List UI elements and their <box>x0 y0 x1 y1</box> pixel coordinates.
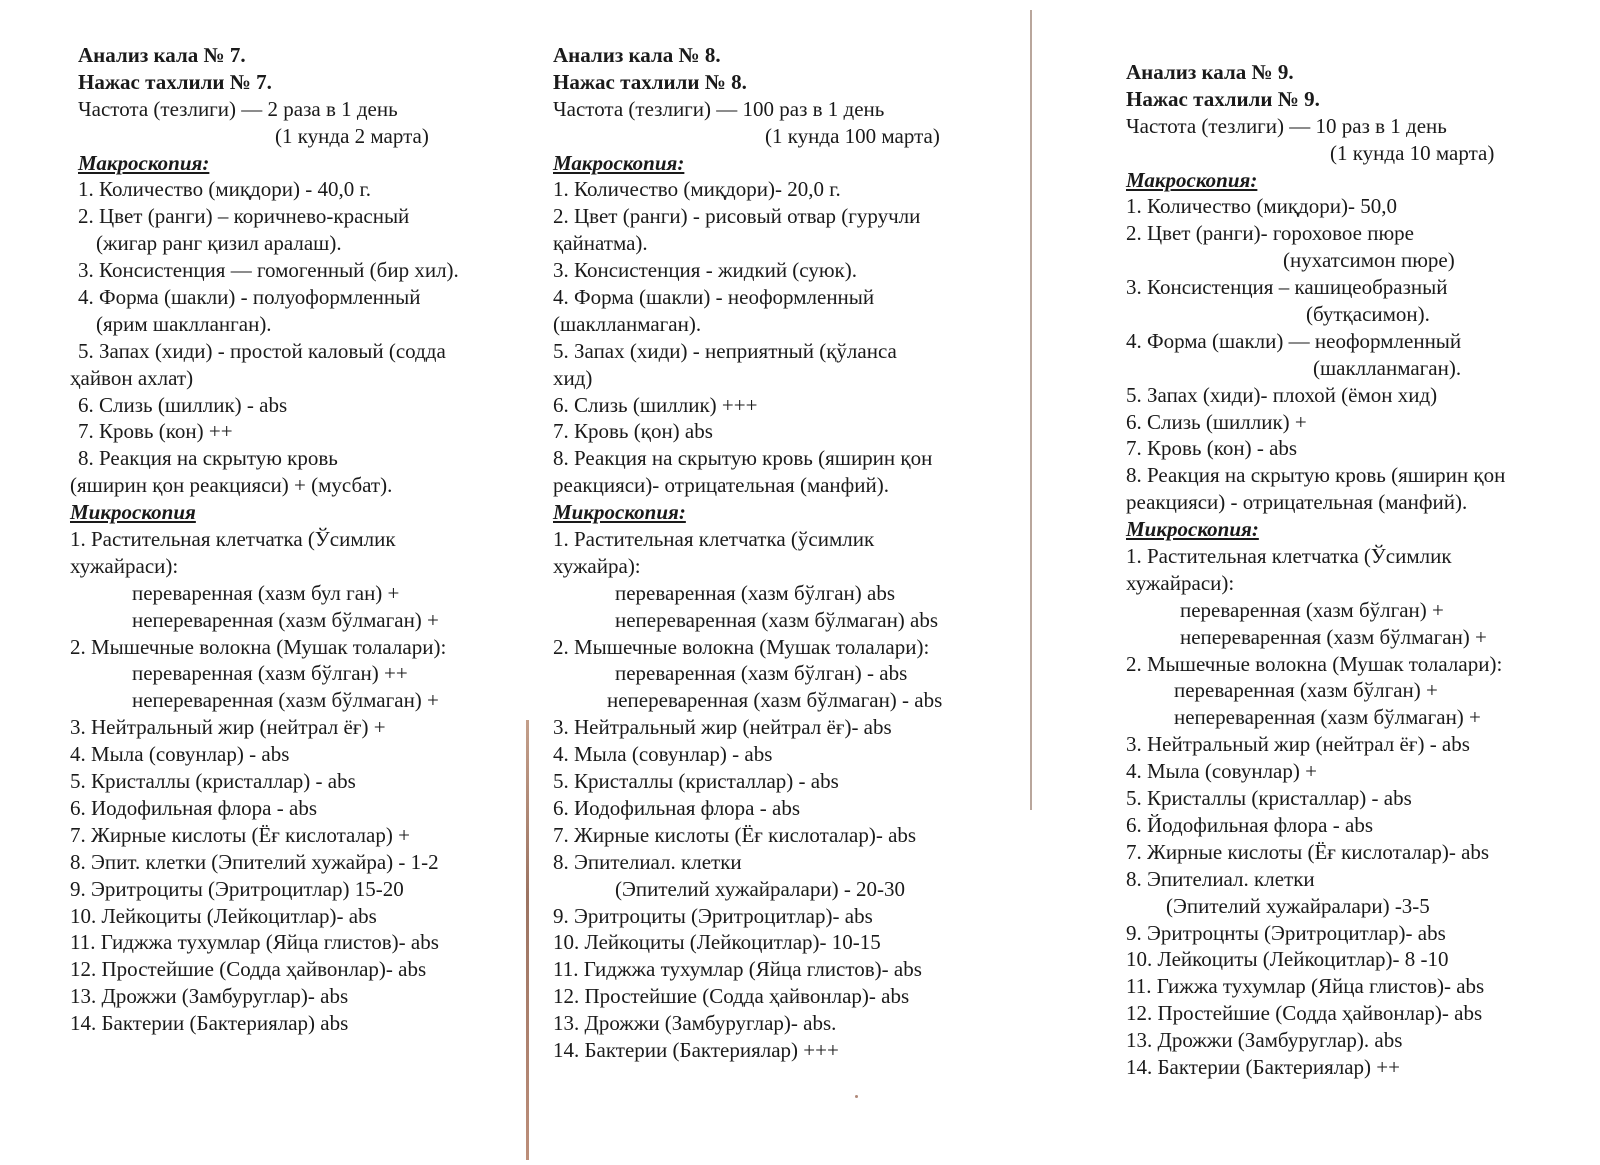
micro-item: непереваренная (хазм бўлмаган) + <box>132 607 439 632</box>
column-title: Анализ кала № 9. <box>1126 60 1294 84</box>
paper-fold-line <box>526 720 529 1160</box>
micro-item: 14. Бактерии (Бактериялар) abs <box>70 1011 349 1036</box>
macro-item: 4. Форма (шакли) - неоформленный <box>553 285 875 310</box>
micro-item: 7. Жирные кислоты (Ёғ кислоталар)- abs <box>1126 839 1490 864</box>
micro-item: 10. Лейкоциты (Лейкоцитлар)- abs <box>70 903 377 928</box>
macro-item: (шаклланмаган). <box>1313 355 1462 380</box>
micro-item: 7. Жирные кислоты (Ёғ кислоталар)- abs <box>553 822 917 847</box>
micro-item: 10. Лейкоциты (Лейкоцитлар)- 8 -10 <box>1126 947 1449 972</box>
micro-item: 4. Мыла (совунлар) - abs <box>553 742 773 767</box>
micro-item: 1. Растительная клетчатка (Ўсимлик <box>1126 544 1452 569</box>
micro-item: 12. Простейшие (Содда ҳайвонлар)- abs <box>553 984 910 1009</box>
micro-item: 3. Нейтральный жир (нейтрал ёғ) - abs <box>1126 732 1470 757</box>
micro-item: 8. Эпит. клетки (Эпителий хужайра) - 1-2 <box>70 849 439 874</box>
analysis-column-7 <box>70 42 459 1037</box>
macro-item: 6. Слизь (шиллик) + <box>1126 409 1307 434</box>
macro-item: ҳайвон ахлат) <box>70 365 194 390</box>
macro-item: 2. Цвет (ранги) – коричнево-красный <box>78 204 410 229</box>
macro-item: 3. Консистенция — гомогенный (бир хил). <box>78 258 459 283</box>
micro-item: 1. Растительная клетчатка (Ўсимлик <box>70 527 396 552</box>
macro-item: (яширин қон реакцияси) + (мусбат). <box>70 473 393 498</box>
macro-item: (жигар ранг қизил аралаш). <box>96 231 342 256</box>
micro-item: переваренная (хазм бўлган) + <box>1180 597 1444 622</box>
macro-item: 5. Запах (хиди) - неприятный (қўланса <box>553 338 897 363</box>
macro-item: (бутқасимон). <box>1306 302 1430 327</box>
macro-item: 3. Консистенция – кашицеобразный <box>1126 275 1448 300</box>
micro-item: непереваренная (хазм бўлмаган) - abs <box>607 688 943 713</box>
macro-item: 3. Консистенция - жидкий (суюк). <box>553 258 857 283</box>
microscopy-heading: Микроскопия <box>70 500 196 525</box>
microscopy-heading: Микроскопия: <box>1126 517 1259 542</box>
micro-item: 12. Простейшие (Содда ҳайвонлар)- abs <box>70 957 427 982</box>
macro-item: қайнатма). <box>553 231 648 256</box>
frequency-line: Частота (тезлиги) — 10 раз в 1 день <box>1126 113 1447 138</box>
micro-item: 11. Гижжа тухумлар (Яйца глистов)- abs <box>1126 974 1485 999</box>
macro-item: 7. Кровь (қон) abs <box>553 419 713 444</box>
micro-item: 9. Эритроциты (Эритроцитлар) 15-20 <box>70 876 404 901</box>
macro-item: 1. Количество (миқдори)- 50,0 <box>1126 194 1397 219</box>
micro-item: 5. Кристаллы (кристаллар) - abs <box>70 769 356 794</box>
macro-item: 7. Кровь (кон) ++ <box>78 419 233 444</box>
micro-item: 3. Нейтральный жир (нейтрал ёғ)- abs <box>553 715 892 740</box>
macroscopy-heading: Макроскопия: <box>78 150 210 175</box>
column-title: Анализ кала № 7. <box>78 43 246 67</box>
micro-item: 6. Иодофильная флора - abs <box>70 795 317 820</box>
micro-item: хужайраси): <box>1126 570 1235 595</box>
macro-item: 5. Запах (хиди)- плохой (ёмон хид) <box>1126 382 1438 407</box>
macro-item: 8. Реакция на скрытую кровь <box>78 446 338 471</box>
micro-item: непереваренная (хазм бўлмаган) + <box>1174 705 1481 730</box>
macro-item: 6. Слизь (шиллик) - abs <box>78 392 288 417</box>
micro-item: 2. Мышечные волокна (Мушак толалари): <box>70 634 447 659</box>
macro-item: 2. Цвет (ранги)- гороховое пюре <box>1126 221 1414 246</box>
micro-item: 5. Кристаллы (кристаллар) - abs <box>553 769 839 794</box>
column-subtitle: Нажас тахлили № 9. <box>1126 86 1320 111</box>
micro-item: переваренная (хазм бўлган) - abs <box>615 661 908 686</box>
frequency-translation: (1 кунда 100 марта) <box>765 123 940 148</box>
micro-item: непереваренная (хазм бўлмаган) abs <box>615 607 939 632</box>
macro-item: 1. Количество (миқдори)- 20,0 г. <box>553 177 841 202</box>
micro-item: переваренная (хазм бўлган) abs <box>615 580 896 605</box>
micro-item: (Эпителий хужайралари) - 20-30 <box>615 876 906 901</box>
macro-item: реакцияси)- отрицательная (манфий). <box>553 473 889 498</box>
micro-item: 14. Бактерии (Бактериялар) +++ <box>553 1037 839 1062</box>
micro-item: 8. Эпителиал. клетки <box>553 849 742 874</box>
micro-item: хужайраси): <box>70 553 179 578</box>
micro-item: 1. Растительная клетчатка (ўсимлик <box>553 527 875 552</box>
paper-speck <box>855 1095 858 1098</box>
micro-item: 13. Дрожжи (Замбуруглар). abs <box>1126 1028 1403 1053</box>
micro-item: непереваренная (хазм бўлмаган) + <box>1180 624 1487 649</box>
micro-item: (Эпителий хужайралари) -3-5 <box>1166 893 1430 918</box>
micro-item: 9. Эритроцнты (Эритроцитлар)- abs <box>1126 920 1446 945</box>
frequency-line: Частота (тезлиги) — 2 раза в 1 день <box>78 96 398 121</box>
micro-item: 3. Нейтральный жир (нейтрал ёғ) + <box>70 715 386 740</box>
micro-item: 11. Гиджжа тухумлар (Яйца глистов)- abs <box>553 957 922 982</box>
macro-item: (ярим шаклланган). <box>96 311 272 336</box>
micro-item: 2. Мышечные волокна (Мушак толалари): <box>1126 651 1503 676</box>
analysis-column-9 <box>1118 59 1505 1081</box>
micro-item: переваренная (хазм бўлган) + <box>1174 678 1438 703</box>
macro-item: 5. Запах (хиди) - простой каловый (содда <box>78 338 446 363</box>
macro-item: хид) <box>553 365 593 390</box>
microscopy-heading: Микроскопия: <box>553 500 686 525</box>
macro-item: 7. Кровь (кон) - abs <box>1126 436 1298 461</box>
macroscopy-heading: Макроскопия: <box>1126 167 1258 192</box>
micro-item: 12. Простейшие (Содда ҳайвонлар)- abs <box>1126 1001 1483 1026</box>
paper-fold-line <box>1030 10 1032 810</box>
column-subtitle: Нажас тахлили № 7. <box>78 69 272 94</box>
micro-item: 6. Иодофильная флора - abs <box>553 795 800 820</box>
micro-item: 4. Мыла (совунлар) + <box>1126 759 1317 784</box>
macro-item: 1. Количество (миқдори) - 40,0 г. <box>78 177 371 202</box>
macro-item: 4. Форма (шакли) — неоформленный <box>1126 328 1462 353</box>
micro-item: 10. Лейкоциты (Лейкоцитлар)- 10-15 <box>553 930 881 955</box>
frequency-translation: (1 кунда 10 марта) <box>1330 140 1495 165</box>
micro-item: 8. Эпителиал. клетки <box>1126 866 1315 891</box>
micro-item: 13. Дрожжи (Замбуруглар)- abs. <box>553 1011 837 1036</box>
micro-item: переваренная (хазм бул ган) + <box>132 580 400 605</box>
macro-item: 2. Цвет (ранги) - рисовый отвар (гуручли <box>553 204 921 229</box>
micro-item: 11. Гиджжа тухумлар (Яйца глистов)- abs <box>70 930 439 955</box>
macro-item: 8. Реакция на скрытую кровь (яширин қон <box>1126 463 1506 488</box>
micro-item: 5. Кристаллы (кристаллар) - abs <box>1126 786 1412 811</box>
micro-item: 2. Мышечные волокна (Мушак толалари): <box>553 634 930 659</box>
macro-item: 8. Реакция на скрытую кровь (яширин қон <box>553 446 933 471</box>
frequency-translation: (1 кунда 2 марта) <box>275 123 429 148</box>
micro-item: 6. Йодофильная флора - abs <box>1126 812 1373 837</box>
macroscopy-heading: Макроскопия: <box>553 150 685 175</box>
macro-item: 4. Форма (шакли) - полуоформленный <box>78 285 421 310</box>
macro-item: 6. Слизь (шиллик) +++ <box>553 392 758 417</box>
micro-item: 9. Эритроциты (Эритроцитлар)- abs <box>553 903 873 928</box>
analysis-column-8 <box>553 42 942 1064</box>
macro-item: реакцияси) - отрицательная (манфий). <box>1126 490 1468 515</box>
micro-item: 13. Дрожжи (Замбуруглар)- abs <box>70 984 349 1009</box>
frequency-line: Частота (тезлиги) — 100 раз в 1 день <box>553 96 885 121</box>
micro-item: 4. Мыла (совунлар) - abs <box>70 742 290 767</box>
micro-item: 14. Бактерии (Бактериялар) ++ <box>1126 1054 1400 1079</box>
column-subtitle: Нажас тахлили № 8. <box>553 69 747 94</box>
macro-item: (нухатсимон пюре) <box>1283 248 1455 273</box>
macro-item: (шаклланмаган). <box>553 311 702 336</box>
micro-item: переваренная (хазм бўлган) ++ <box>132 661 408 686</box>
column-title: Анализ кала № 8. <box>553 43 721 67</box>
micro-item: 7. Жирные кислоты (Ёғ кислоталар) + <box>70 822 410 847</box>
micro-item: непереваренная (хазм бўлмаган) + <box>132 688 439 713</box>
micro-item: хужайра): <box>553 553 641 578</box>
